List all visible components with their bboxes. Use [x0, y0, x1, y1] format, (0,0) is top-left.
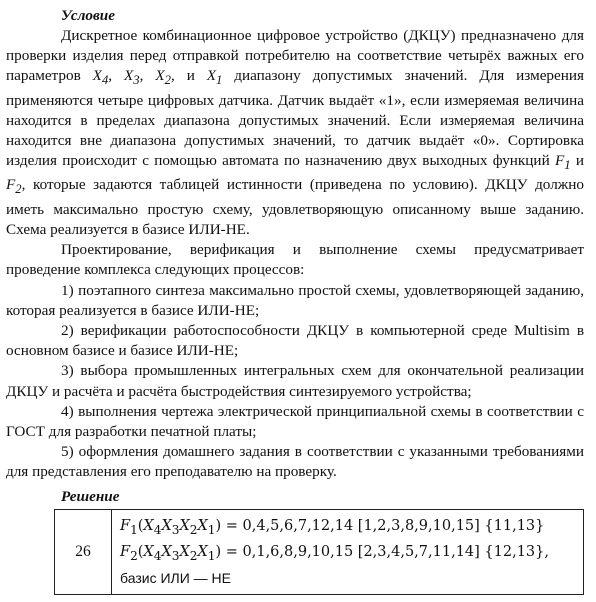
document-page — [6, 6, 584, 483]
variant-number: 26 — [55, 510, 112, 595]
list-item-2: 2) верификации работоспособности ДКЦУ в компьютерной среде Multisim в основном базисе и базисе ИЛИ-НЕ; — [6, 321, 584, 360]
condition-heading: Условие — [61, 7, 115, 24]
list-item-3: 3) выбора промышленных интегральных схем для окончательной реализации ДКЦУ и расчёта и расчёта быстродействия синтезируемого устройства; — [6, 362, 584, 400]
paragraph-intro: Проектирование, верификация и выполнение схемы предусматривает проведение комплекса следующих процессов: — [6, 241, 584, 279]
list-item-1: 1) поэтапного синтеза максимально простой схемы, удовлетворяющей заданию, которая реализуется в базисе ИЛИ-НЕ; — [6, 281, 584, 319]
formulas-cell — [112, 510, 584, 595]
list-item-4: 4) выполнения чертежа электрической принципиальной схемы в соответствии с ГОСТ для разработки печатной платы; — [6, 402, 584, 440]
solution-heading: Решение — [61, 488, 120, 505]
function-f2: $F_2(X_4X_3X_2X_1) = 0,1,6,8,9,10,15$ [2,3,4,5,7,11,14] {12,13}, — [120, 544, 549, 563]
solution-table — [54, 509, 584, 595]
paragraph-condition: Дискретное комбинационное цифровое устройство (ДКЦУ) предназначено для проверки изделия перед отправкой потребителю на соответствие четырёх важных его параметров $X_4$, $X_3$, $X_2$, и $X_1$ диапазону допустимых значений. Для измерения применяются четыре цифровых датчика. Датчик выдаёт «1», если измеряемая величина находится в пределах диапазона допустимых значений. Если измеряемая величина находится вне диапазона допустимых значений, то датчик выдаёт «0». Сортировка изделия происходит с помощью автомата по назначению двух выходных функций $F_1$ и $F_2$, которые задаются таблицей истинности (приведена по условию). ДКЦУ должно иметь максимально простую схему, удовлетворяющую описанному выше заданию. Схема реализуется в базисе ИЛИ-НЕ. — [6, 27, 585, 238]
list-item-5: 5) оформления домашнего задания в соответствии с указанными требованиями для представления его преподавателю на проверку. — [6, 443, 584, 481]
function-f1: $F_1(X_4X_3X_2X_1) = 0,4,5,6,7,12,14$ [1,2,3,8,9,10,15] {11,13} — [120, 518, 545, 537]
basis-label: базис ИЛИ — НЕ — [120, 569, 231, 586]
